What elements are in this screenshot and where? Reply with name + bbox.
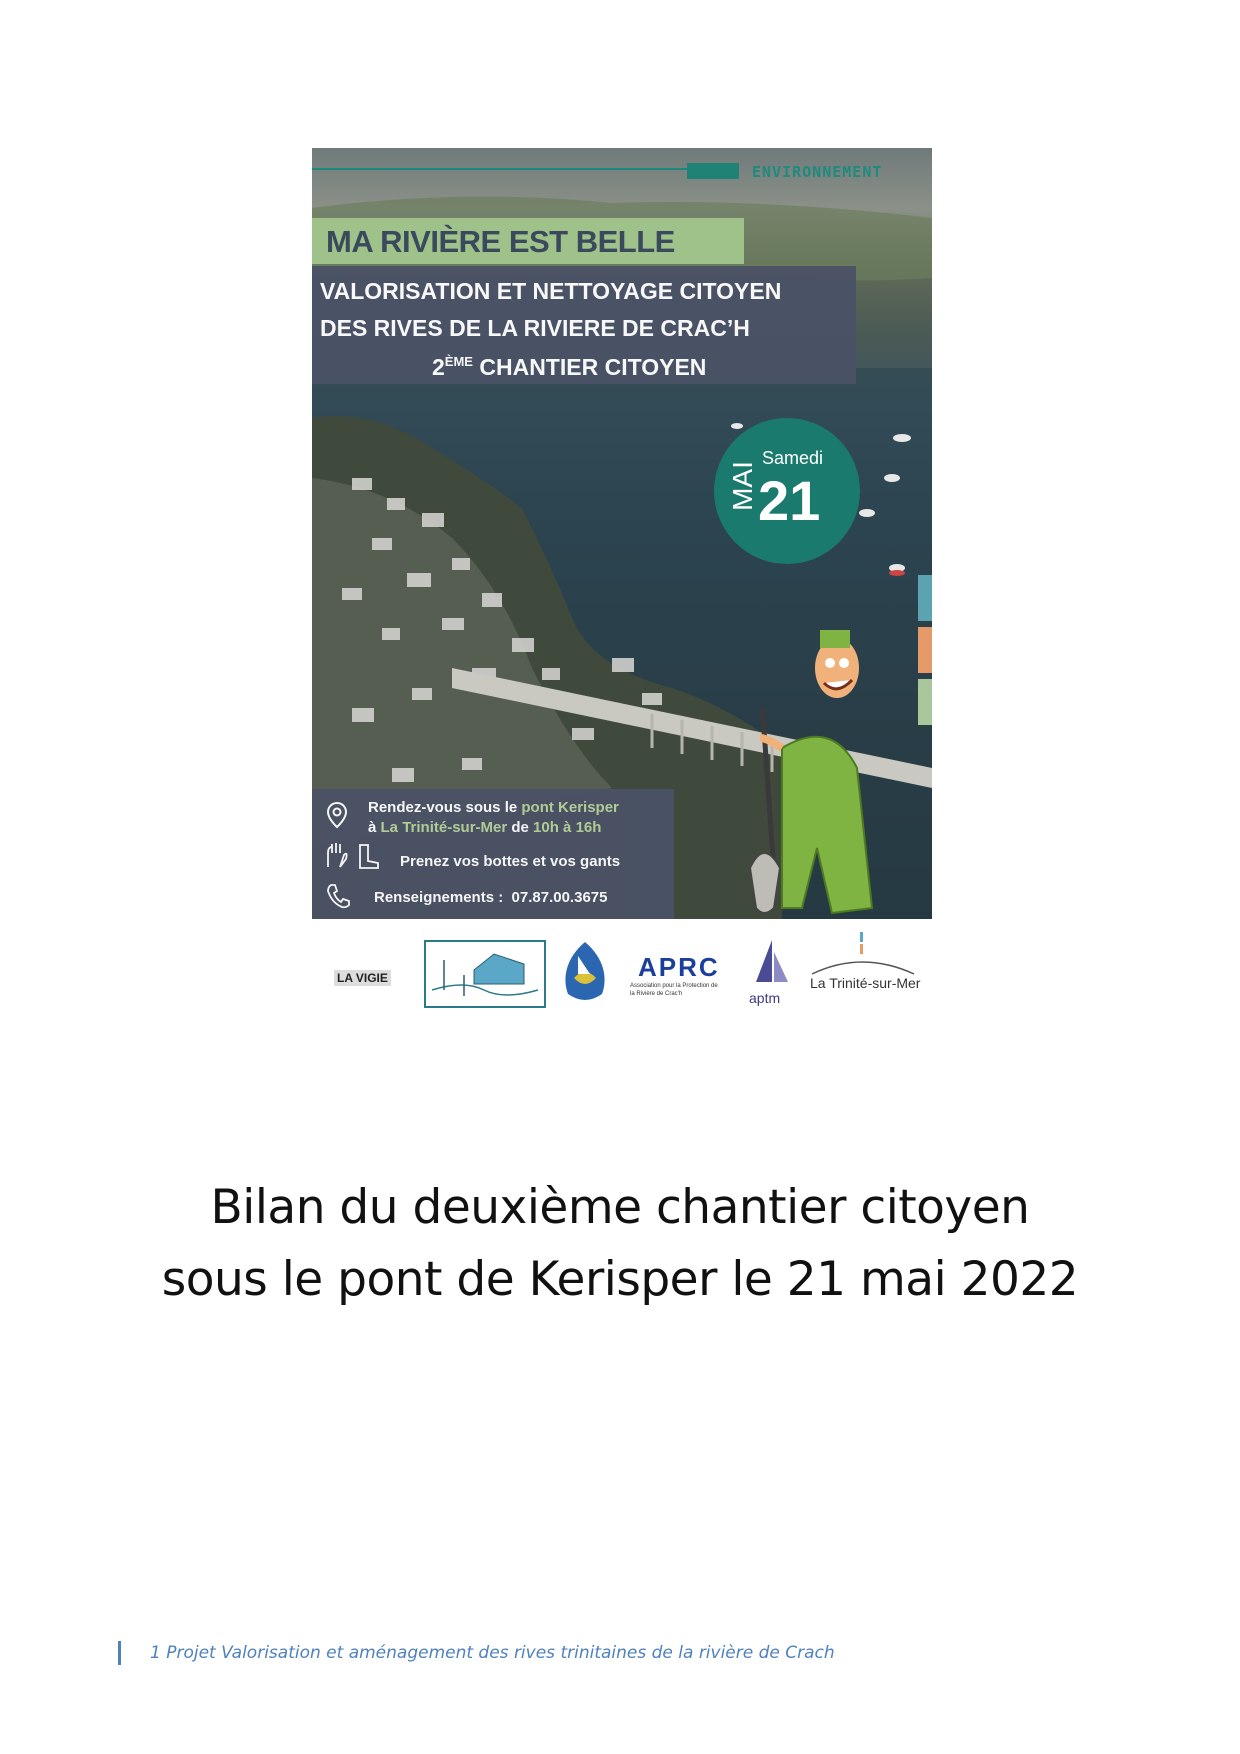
gloves-boots-icon [324,841,384,871]
footer-accent-bar [118,1641,121,1665]
heading-line-1: Bilan du deuxième chantier citoyen [210,1180,1030,1235]
rdv-town: La Trinité-sur-Mer [380,819,508,836]
category-label: ENVIRONNEMENT [752,163,883,181]
footer-title: Projet Valorisation et aménagement des rives trinitaines de la rivière de Crach [166,1643,835,1663]
page-footer [150,1643,835,1663]
poster-subtitle-band [312,266,856,384]
side-tab-blue [918,575,932,621]
logo-trinite-arc [806,930,920,976]
ordinal-number: 2 [432,354,445,380]
ordinal-suffix: ÈME [444,354,473,369]
event-poster [312,148,932,919]
subtitle-line-2: DES RIVES DE LA RIVIERE DE CRAC’H [320,315,750,341]
contact-line [374,889,607,906]
logo-aprc: APRC [638,952,720,982]
location-pin-icon [326,801,348,829]
rdv-a: à [368,819,381,836]
date-day-name: Samedi [762,448,824,468]
poster-title-band [312,218,744,264]
event-info-box [312,789,674,919]
gear-reminder: Prenez vos bottes et vos gants [400,853,621,870]
rdv-hours: 10h à 16h [533,819,602,836]
partner-logos [312,930,932,1010]
date-badge [714,418,860,564]
category-marker [687,163,739,179]
top-rule [312,168,687,170]
heading-line-2: sous le pont de Kerisper le 21 mai 2022 [161,1252,1079,1307]
rdv-prefix: Rendez-vous sous le [368,799,522,816]
rdv-place: pont Kerisper [521,799,619,816]
phone-icon [326,883,350,909]
subtitle-line-3-rest: CHANTIER CITOYEN [472,354,707,380]
rdv-line-1 [368,799,619,816]
logo-aprc-subtitle: Association pour la Protection de la Rivière de Crac'h [630,983,718,997]
contact-label: Renseignements : [374,889,504,906]
side-tab-green [918,679,932,725]
logo-la-vigie [312,940,394,1000]
rdv-de: de [507,819,534,836]
side-tab-orange [918,627,932,673]
subtitle-line-1: VALORISATION ET NETTOYAGE CITOYEN [320,278,782,304]
logo-amis-du-passage [424,940,546,1008]
date-month: MAI [726,461,758,511]
page-number: 1 [150,1643,161,1663]
poster-title: MA RIVIÈRE EST BELLE [326,224,675,259]
rdv-line-2 [368,819,601,836]
subtitle-line-3 [432,354,706,381]
logo-trinite-sur-mer: La Trinité-sur-Mer [810,975,921,991]
document-heading [0,1172,1240,1316]
logo-aptm-sail [748,938,794,990]
logo-aptm: aptm [749,990,781,1006]
date-day-number: 21 [758,469,821,532]
contact-phone: 07.87.00.3675 [511,889,608,906]
logo-sailboat-circle [556,938,614,1008]
logo-la-vigie-text: LA VIGIE [334,970,391,986]
